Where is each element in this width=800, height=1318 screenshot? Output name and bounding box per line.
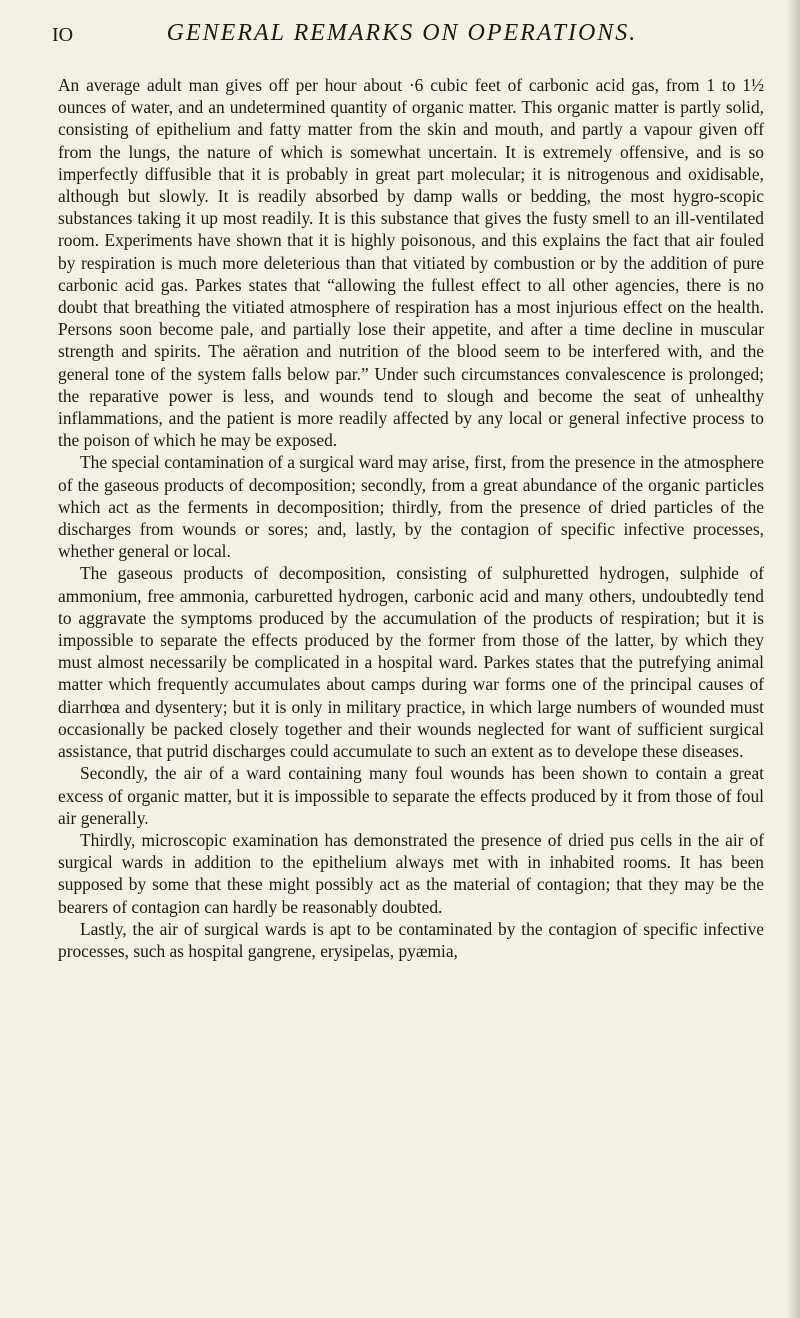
paragraph: An average adult man gives off per hour about ·6 cubic feet of carbonic acid gas, from 1 to 1½ ounces of water, and an undetermined quantity of organic matter. This organic matter is partly solid, consisting of epithelium and fatty matter from the skin and mouth, and partly a vapour given off from the lungs, the nature of which is somewhat uncertain. It is extremely offensive, and is so imperfectly diffusible that it is probably in great part molecular; it is nitrogenous and oxidisable, although but slowly. It is readily absorbed by damp walls or bedding, the most hygro-scopic substances taking it up most readily. It is this substance that gives the fusty smell to an ill-ventilated room. Experiments have shown that it is highly poisonous, and this explains the fact that air fouled by respiration is much more deleterious than that vitiated by combustion or by the addition of pure carbonic acid gas. Parkes states that “allowing the fullest effect to all other agencies, there is no doubt that breathing the vitiated atmosphere of respiration has a most injurious effect on the health. Persons soon become pale, and partially lose their appetite, and after a time decline in muscular strength and spirits. The aëration and nutrition of the blood seem to be interfered with, and the general tone of the system falls below par.” Under such circumstances convalescence is prolonged; the reparative power is less, and wounds tend to slough and become the seat of unhealthy inflammations, and the patient is more readily affected by any local or general infective process to the poison of which he may be exposed. [58,75,764,451]
page-edge-shadow [786,0,800,1318]
body-text [58,74,764,962]
page-header [52,18,752,58]
paragraph: Lastly, the air of surgical wards is apt to be contaminated by the contagion of specific infective processes, such as hospital gangrene, erysipelas, pyæmia, [58,918,764,961]
paragraph: The gaseous products of decomposition, consisting of sulphuretted hydrogen, sulphide of ammonium, free ammonia, carburetted hydrogen, carbonic acid and many others, undoubtedly tend to aggravate the symptoms produced by the accumulation of the products of respiration; but it is impossible to separate the effects produced by the former from those of the latter, by which they must almost necessarily be complicated in a hospital ward. Parkes states that the putrefying animal matter which frequently accumulates about camps during war forms one of the principal causes of diarrhœa and dysentery; but it is only in military practice, in which large numbers of wounded must occasionally be packed closely together and their wounds neglected for want of sufficient surgical assistance, that putrid discharges could accumulate to such an extent as to develope these diseases. [58,563,764,762]
running-head: GENERAL REMARKS ON OPERATIONS. [166,20,638,46]
paragraph: Thirdly, microscopic examination has demonstrated the presence of dried pus cells in the air of surgical wards in addition to the epithelium always met with in inhabited rooms. It has been supposed by some that these might possibly act as the material of contagion; that they may be the bearers of contagion can hardly be reasonably doubted. [58,829,764,917]
paragraph: The special contamination of a surgical ward may arise, first, from the presence in the atmosphere of the gaseous products of decomposition; secondly, from a great abundance of the organic particles which act as the ferments in decomposition; thirdly, from the presence of dried particles of the discharges from wounds or sores; and, lastly, by the contagion of specific infective processes, whether general or local. [58,452,764,562]
paragraph: Secondly, the air of a ward containing many foul wounds has been shown to contain a great excess of organic matter, but it is impossible to separate the effects produced by it from those of foul air generally. [58,763,764,828]
page-number: IO [52,24,74,46]
